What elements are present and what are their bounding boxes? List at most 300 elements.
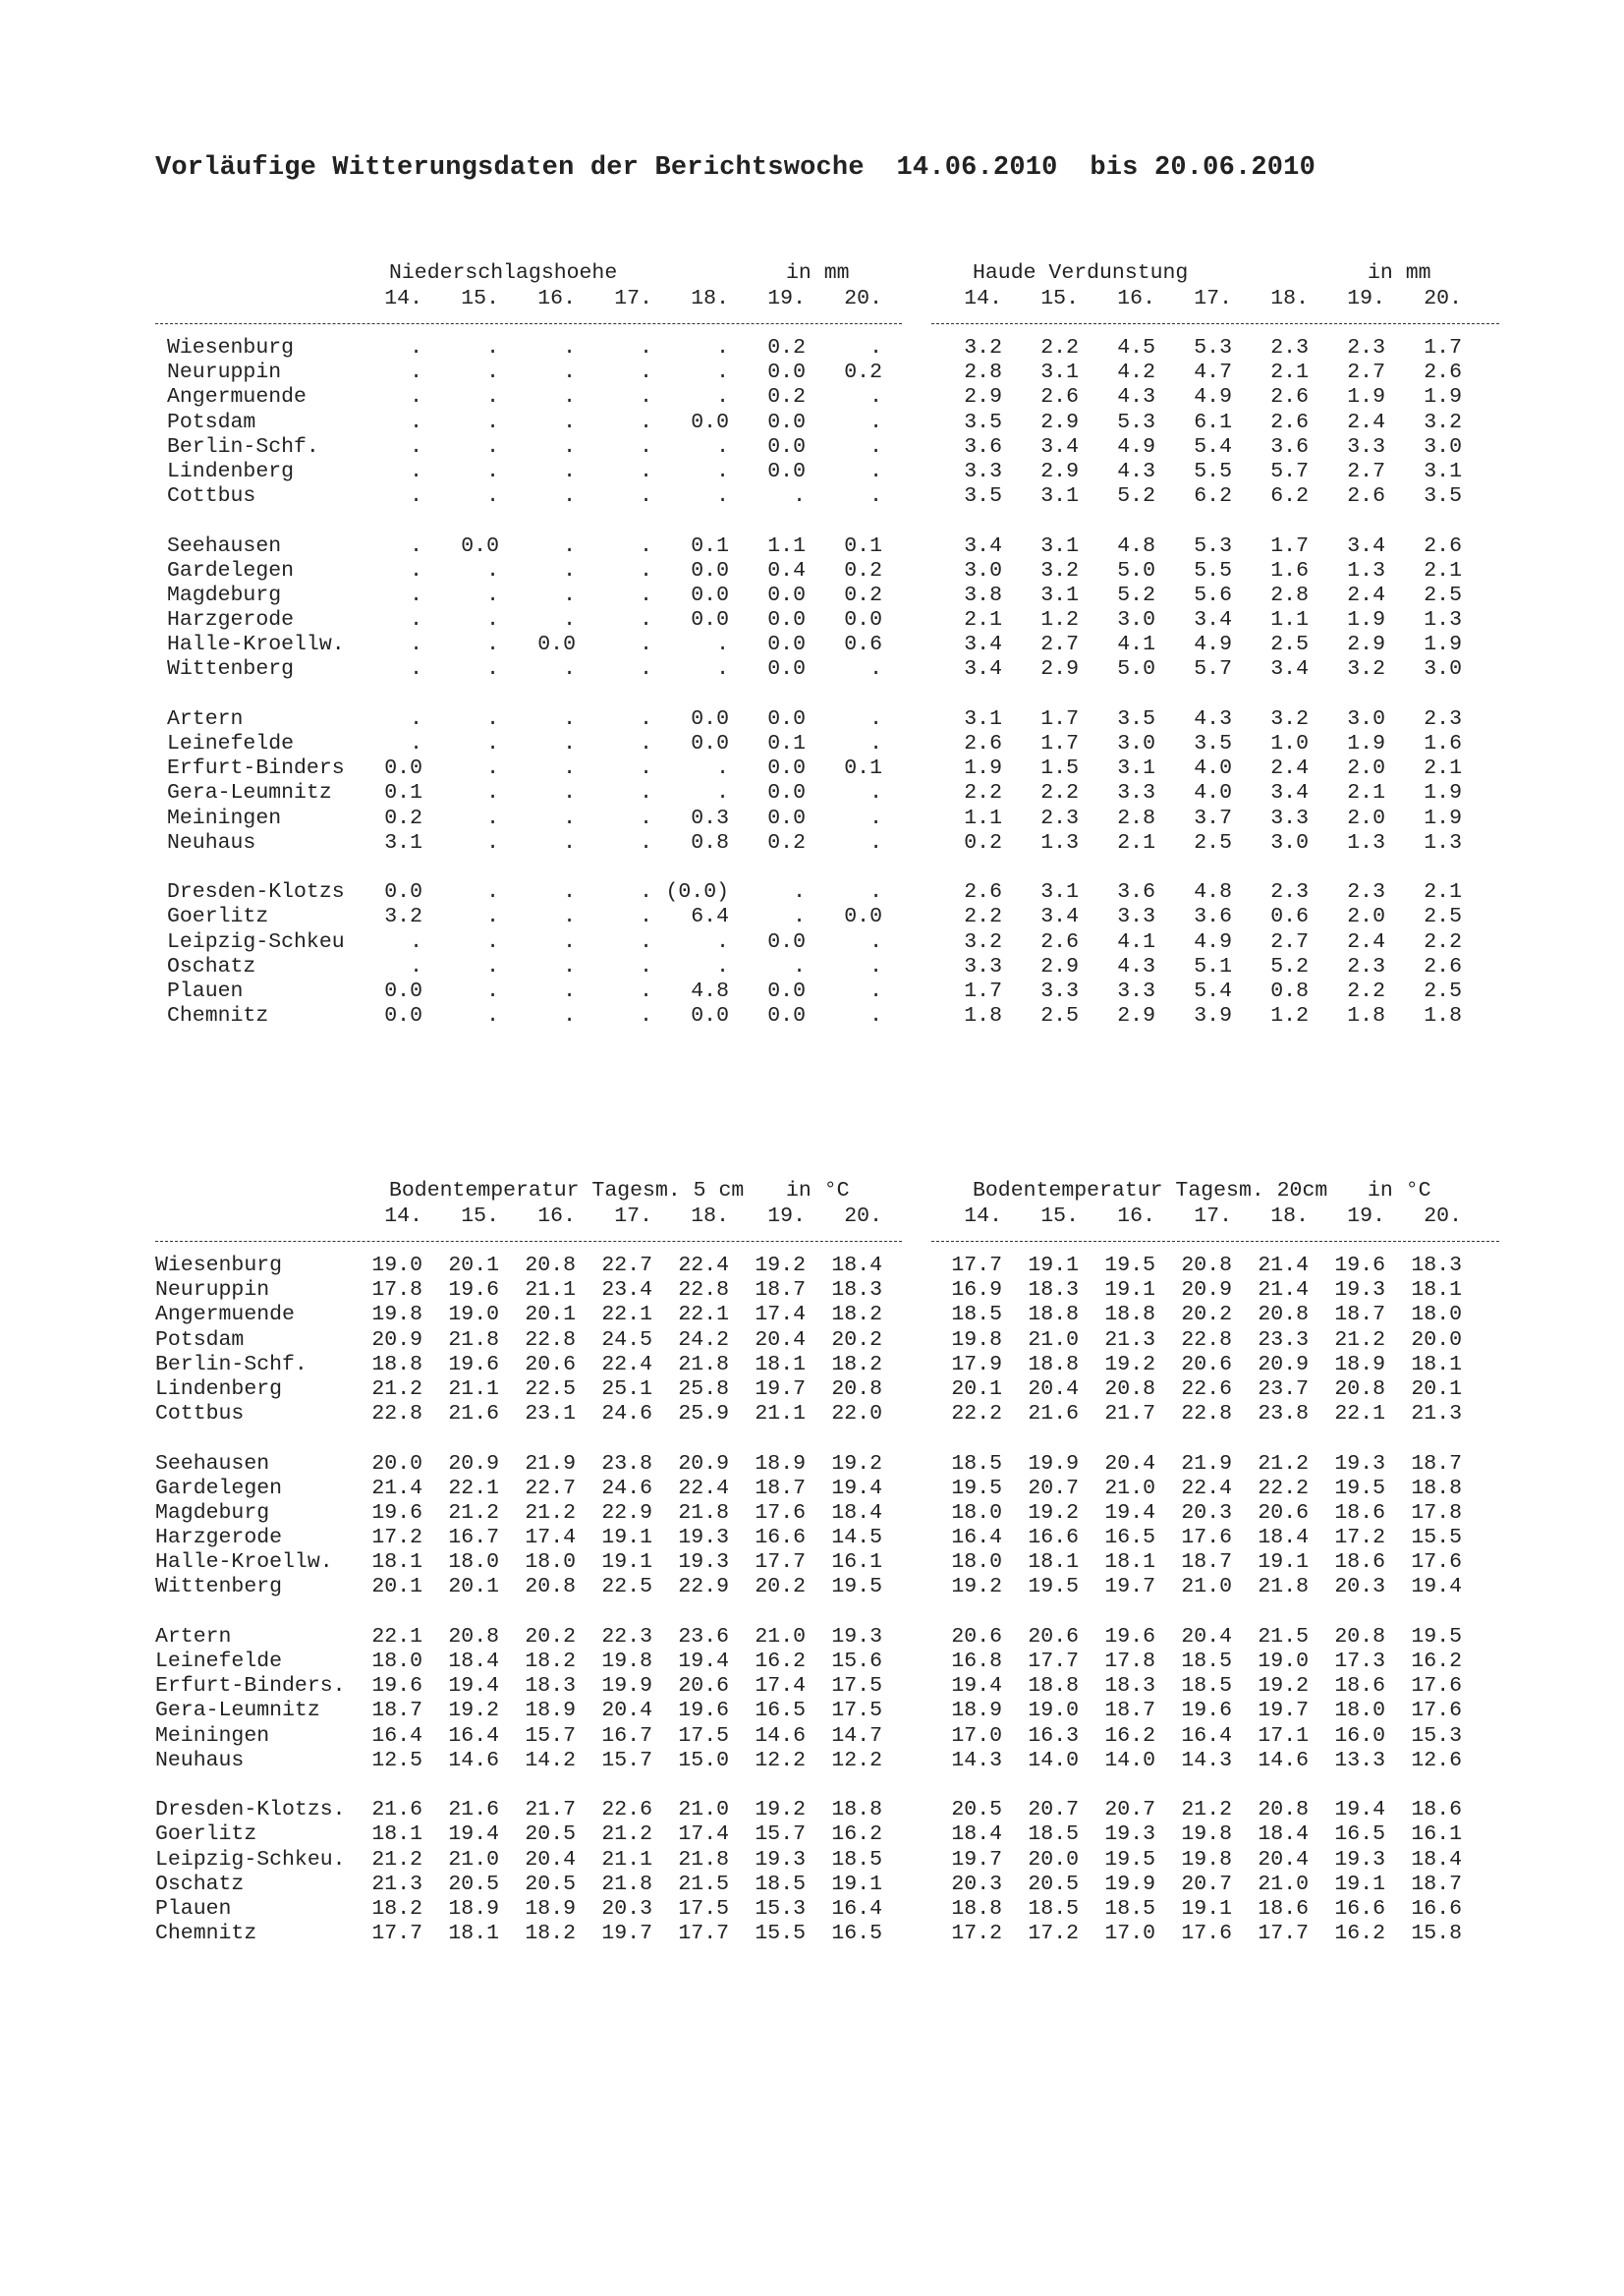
value-cell-left: 0.0 — [767, 608, 806, 633]
value-cell-right: 18.5 — [1028, 1896, 1079, 1921]
value-cell-right: 19.7 — [1258, 1699, 1309, 1723]
value-cell-right: 1.6 — [1270, 558, 1309, 583]
value-cell-left: 3.1 — [384, 830, 422, 855]
value-cell-right: 19.4 — [1411, 1575, 1462, 1599]
value-cell-right: 19.2 — [951, 1575, 1002, 1599]
value-cell-right: 4.0 — [1194, 781, 1232, 806]
table-row — [155, 1650, 1491, 1674]
value-cell-left: 0.0 — [767, 633, 806, 657]
value-cell-left: 19.6 — [371, 1674, 422, 1699]
value-cell-left: . — [716, 361, 729, 385]
value-cell-left: 0.0 — [691, 558, 729, 583]
value-cell-left: 0.1 — [691, 533, 729, 558]
value-cell-left: . — [563, 781, 576, 806]
value-cell-right: 2.5 — [1424, 905, 1462, 929]
value-cell-left: 19.2 — [831, 1451, 882, 1476]
value-cell-left: . — [640, 657, 652, 682]
value-cell-left: 20.1 — [371, 1575, 422, 1599]
value-cell-left: 17.7 — [371, 1922, 422, 1946]
value-cell-right: 18.8 — [951, 1896, 1002, 1921]
value-cell-left: 22.1 — [601, 1303, 652, 1327]
value-cell-right: 20.8 — [1334, 1624, 1385, 1649]
value-cell-right: 2.3 — [1424, 706, 1462, 731]
value-cell-left: 19.1 — [601, 1526, 652, 1550]
value-cell-left: 23.4 — [601, 1278, 652, 1303]
value-cell-right: 20.1 — [1411, 1376, 1462, 1401]
value-cell-right: 18.7 — [1104, 1699, 1155, 1723]
value-cell-right: 20.7 — [1181, 1872, 1232, 1896]
value-cell-right: 5.6 — [1194, 583, 1232, 607]
value-cell-right: 5.3 — [1194, 336, 1232, 360]
value-cell-right: 3.2 — [964, 929, 1002, 954]
value-cell-left: 0.0 — [767, 1004, 806, 1029]
station-name: Halle-Kroellw. — [155, 1550, 333, 1575]
value-cell-left: 21.8 — [448, 1327, 499, 1352]
value-cell-left: 21.6 — [448, 1798, 499, 1822]
table-row — [155, 1278, 1491, 1303]
value-cell-left: 19.0 — [371, 1254, 422, 1277]
value-cell-left: 19.3 — [831, 1624, 882, 1649]
value-cell-left: 19.7 — [755, 1376, 806, 1401]
value-cell-right: 3.1 — [1040, 533, 1079, 558]
value-cell-left: 22.4 — [678, 1476, 729, 1500]
value-cell-right: 3.1 — [1040, 484, 1079, 509]
value-cell-right: 4.2 — [1117, 361, 1155, 385]
value-cell-right: 2.2 — [964, 781, 1002, 806]
value-cell-right: 18.7 — [1181, 1550, 1232, 1575]
value-cell-right: 2.6 — [1347, 484, 1385, 509]
value-cell-right: 19.1 — [1181, 1896, 1232, 1921]
station-name: Erfurt-Binders — [167, 756, 345, 781]
value-cell-left: 21.8 — [678, 1500, 729, 1525]
value-cell-left: 0.1 — [844, 756, 882, 781]
value-cell-left: . — [486, 954, 499, 979]
table-row — [155, 905, 1491, 929]
value-cell-right: 2.7 — [1347, 459, 1385, 483]
station-name: Halle-Kroellw. — [167, 633, 345, 657]
value-cell-left: . — [716, 954, 729, 979]
table-row — [155, 657, 1491, 682]
table-row — [155, 807, 1491, 831]
value-cell-left: 0.0 — [844, 608, 882, 633]
table-row — [155, 584, 1491, 608]
table-row — [155, 559, 1491, 584]
table-row — [155, 1254, 1491, 1278]
value-cell-left: 18.0 — [371, 1650, 422, 1673]
value-cell-right: 22.8 — [1181, 1327, 1232, 1352]
value-cell-right: 2.5 — [1270, 633, 1309, 657]
value-cell-left: . — [563, 336, 576, 360]
value-cell-left: 22.5 — [601, 1575, 652, 1599]
value-cell-left: 20.2 — [525, 1624, 576, 1649]
value-cell-right: 22.4 — [1181, 1476, 1232, 1500]
value-cell-left: . — [410, 608, 422, 633]
day-label-right: 17. — [1194, 1204, 1232, 1228]
value-cell-left: 23.8 — [601, 1451, 652, 1476]
value-cell-right: 20.4 — [1181, 1624, 1232, 1649]
value-cell-left: 23.6 — [678, 1624, 729, 1649]
value-cell-left: 21.7 — [525, 1798, 576, 1822]
value-cell-left: 20.8 — [525, 1254, 576, 1277]
value-cell-right: 2.1 — [964, 608, 1002, 633]
day-label-left: 16. — [537, 1204, 576, 1228]
value-cell-left: 0.6 — [844, 633, 882, 657]
value-cell-right: 4.3 — [1117, 459, 1155, 483]
table-row — [155, 1674, 1491, 1699]
value-cell-right: 20.8 — [1181, 1254, 1232, 1277]
value-cell-left: 21.2 — [448, 1500, 499, 1525]
value-cell-right: 6.1 — [1194, 410, 1232, 434]
value-cell-right: 3.7 — [1194, 806, 1232, 830]
value-cell-right: 23.3 — [1258, 1327, 1309, 1352]
value-cell-left: 18.4 — [831, 1254, 882, 1277]
value-cell-right: 19.5 — [951, 1476, 1002, 1500]
value-cell-left: 15.0 — [678, 1748, 729, 1772]
value-cell-left: 0.0 — [384, 1004, 422, 1029]
value-cell-left: 19.1 — [601, 1550, 652, 1575]
value-cell-right: 3.5 — [1194, 732, 1232, 756]
value-cell-left: 16.5 — [831, 1922, 882, 1946]
value-cell-left: 22.9 — [678, 1575, 729, 1599]
value-cell-right: 3.6 — [1270, 434, 1309, 459]
value-cell-right: 1.0 — [1270, 732, 1309, 756]
value-cell-left: . — [869, 385, 882, 410]
value-cell-left: 20.8 — [525, 1575, 576, 1599]
value-cell-left: . — [793, 484, 806, 509]
value-cell-left: 0.0 — [767, 706, 806, 731]
day-label-left: 14. — [384, 1204, 422, 1228]
value-cell-right: 2.9 — [1347, 633, 1385, 657]
value-cell-left: 18.0 — [525, 1550, 576, 1575]
value-cell-left: 18.1 — [755, 1352, 806, 1376]
value-cell-right: 2.6 — [1270, 410, 1309, 434]
value-cell-left: . — [563, 979, 576, 1003]
value-cell-left: . — [869, 806, 882, 830]
value-cell-left: 0.1 — [767, 732, 806, 756]
value-cell-left: . — [869, 781, 882, 806]
station-name: Artern — [155, 1624, 232, 1649]
value-cell-left: 21.1 — [601, 1847, 652, 1872]
value-cell-right: 17.6 — [1181, 1526, 1232, 1550]
value-cell-left: 14.2 — [525, 1748, 576, 1772]
value-cell-left: . — [563, 533, 576, 558]
value-cell-right: 1.9 — [964, 756, 1002, 781]
value-cell-left: 22.8 — [525, 1327, 576, 1352]
value-cell-left: . — [486, 336, 499, 360]
value-cell-right: 16.1 — [1411, 1822, 1462, 1847]
value-cell-left: . — [563, 459, 576, 483]
value-cell-left: 0.0 — [767, 434, 806, 459]
value-cell-left: 18.9 — [525, 1699, 576, 1723]
value-cell-right: 19.4 — [1104, 1500, 1155, 1525]
value-cell-right: 21.4 — [1258, 1254, 1309, 1277]
value-cell-left: 21.3 — [371, 1872, 422, 1896]
value-cell-left: . — [410, 410, 422, 434]
value-cell-right: 3.4 — [1040, 905, 1079, 929]
value-cell-left: 20.1 — [448, 1575, 499, 1599]
value-cell-left: 22.1 — [371, 1624, 422, 1649]
station-name: Berlin-Schf. — [167, 434, 319, 459]
value-cell-left: . — [869, 706, 882, 731]
value-cell-right: 5.2 — [1270, 954, 1309, 979]
value-cell-right: 2.3 — [1040, 806, 1079, 830]
header-divider — [155, 312, 1491, 336]
value-cell-left: . — [486, 706, 499, 731]
value-cell-left: 15.6 — [831, 1650, 882, 1673]
value-cell-right: 21.2 — [1258, 1451, 1309, 1476]
value-cell-right: 15.8 — [1411, 1922, 1462, 1946]
value-cell-left: . — [486, 361, 499, 385]
value-cell-right: 4.3 — [1117, 954, 1155, 979]
value-cell-right: 14.3 — [951, 1748, 1002, 1772]
day-label-left: 15. — [461, 287, 499, 310]
value-cell-right: 2.7 — [1270, 929, 1309, 954]
value-cell-left: 18.1 — [448, 1922, 499, 1946]
value-cell-left: 0.0 — [691, 706, 729, 731]
value-cell-left: . — [869, 459, 882, 483]
value-cell-left: . — [640, 929, 652, 954]
value-cell-right: 1.9 — [1424, 806, 1462, 830]
day-label-right: 16. — [1117, 287, 1155, 310]
value-cell-right: 3.8 — [964, 583, 1002, 607]
value-cell-left: 16.6 — [755, 1526, 806, 1550]
value-cell-left: 18.2 — [831, 1303, 882, 1327]
value-cell-right: 21.7 — [1104, 1402, 1155, 1427]
value-cell-left: 0.0 — [384, 756, 422, 781]
value-cell-right: 19.5 — [1104, 1254, 1155, 1277]
value-cell-left: 16.2 — [831, 1822, 882, 1847]
value-cell-right: 1.2 — [1040, 608, 1079, 633]
value-cell-left: 20.9 — [371, 1327, 422, 1352]
value-cell-right: 4.8 — [1194, 880, 1232, 905]
value-cell-left: 19.4 — [678, 1650, 729, 1673]
day-label-left: 17. — [614, 287, 652, 310]
value-cell-left: . — [563, 657, 576, 682]
value-cell-right: 3.1 — [1040, 880, 1079, 905]
value-cell-right: 20.6 — [951, 1624, 1002, 1649]
value-cell-right: 19.5 — [1411, 1624, 1462, 1649]
table-row — [155, 1452, 1491, 1477]
station-name: Goerlitz — [155, 1822, 257, 1847]
value-cell-left: 15.3 — [755, 1896, 806, 1921]
value-cell-right: 19.1 — [1334, 1872, 1385, 1896]
value-cell-left: 14.7 — [831, 1723, 882, 1748]
value-cell-left: . — [410, 929, 422, 954]
day-label-left: 18. — [691, 287, 729, 310]
value-cell-right: 3.0 — [1117, 732, 1155, 756]
table-row — [155, 1873, 1491, 1897]
value-cell-left: . — [486, 830, 499, 855]
station-name: Potsdam — [155, 1327, 245, 1352]
precipitation-evaporation-table — [155, 261, 1491, 1029]
value-cell-right: 1.3 — [1347, 558, 1385, 583]
value-cell-left: 22.9 — [601, 1500, 652, 1525]
value-cell-right: 18.6 — [1411, 1798, 1462, 1822]
day-label-right: 17. — [1194, 287, 1232, 310]
value-cell-left: . — [563, 1004, 576, 1029]
value-cell-right: 2.9 — [1040, 657, 1079, 682]
value-cell-left: 20.0 — [371, 1451, 422, 1476]
value-cell-right: 16.6 — [1411, 1896, 1462, 1921]
value-cell-left: . — [793, 905, 806, 929]
value-cell-left: 14.5 — [831, 1526, 882, 1550]
value-cell-left: 0.0 — [691, 732, 729, 756]
value-cell-right: 16.4 — [1181, 1723, 1232, 1748]
value-cell-right: 16.3 — [1028, 1723, 1079, 1748]
value-cell-right: 2.5 — [1040, 1004, 1079, 1029]
value-cell-left: 15.7 — [755, 1822, 806, 1847]
value-cell-right: 19.8 — [1181, 1822, 1232, 1847]
value-cell-left: 0.1 — [844, 533, 882, 558]
value-cell-right: 2.7 — [1347, 361, 1385, 385]
day-label-left: 20. — [844, 287, 882, 310]
value-cell-right: 6.2 — [1270, 484, 1309, 509]
value-cell-left: . — [716, 929, 729, 954]
day-label-right: 14. — [964, 287, 1002, 310]
station-name: Meiningen — [155, 1723, 270, 1748]
day-label-right: 18. — [1270, 1204, 1309, 1228]
value-cell-left: 0.0 — [767, 781, 806, 806]
value-cell-left: 18.9 — [755, 1451, 806, 1476]
value-cell-right: 16.9 — [951, 1278, 1002, 1303]
value-cell-left: . — [563, 583, 576, 607]
value-cell-left: 16.5 — [755, 1699, 806, 1723]
value-cell-right: 21.8 — [1258, 1575, 1309, 1599]
station-name: Lindenberg — [167, 459, 295, 483]
value-cell-left: 12.2 — [831, 1748, 882, 1772]
value-cell-right: 1.7 — [964, 979, 1002, 1003]
value-cell-left: 21.0 — [678, 1798, 729, 1822]
day-label-right: 20. — [1424, 1204, 1462, 1228]
group-spacer — [155, 856, 1491, 880]
value-cell-right: 1.6 — [1424, 732, 1462, 756]
value-cell-left: 17.4 — [755, 1303, 806, 1327]
table-row — [155, 1004, 1491, 1029]
value-cell-right: 2.1 — [1270, 361, 1309, 385]
value-cell-right: 19.9 — [1104, 1872, 1155, 1896]
value-cell-right: 4.1 — [1117, 633, 1155, 657]
value-cell-left: 25.1 — [601, 1376, 652, 1401]
value-cell-right: 18.5 — [951, 1303, 1002, 1327]
value-cell-right: 18.6 — [1258, 1896, 1309, 1921]
value-cell-left: 18.0 — [448, 1550, 499, 1575]
group-spacer — [155, 1427, 1491, 1451]
day-label-right: 15. — [1040, 1204, 1079, 1228]
value-cell-right: 18.0 — [951, 1550, 1002, 1575]
value-cell-left: 17.5 — [678, 1723, 729, 1748]
value-cell-left: . — [563, 361, 576, 385]
value-cell-left: 19.0 — [448, 1303, 499, 1327]
value-cell-right: 17.7 — [951, 1254, 1002, 1277]
value-cell-left: . — [869, 830, 882, 855]
value-cell-left: . — [410, 583, 422, 607]
value-cell-left: . — [640, 732, 652, 756]
value-cell-right: 19.1 — [1028, 1254, 1079, 1277]
value-cell-left: . — [640, 781, 652, 806]
value-cell-right: 19.3 — [1334, 1278, 1385, 1303]
value-cell-left: 0.0 — [767, 657, 806, 682]
table-header-titles — [155, 1179, 1491, 1204]
station-name: Chemnitz — [167, 1004, 269, 1029]
value-cell-left: 0.0 — [767, 583, 806, 607]
value-cell-left: 19.3 — [678, 1526, 729, 1550]
value-cell-left: . — [563, 954, 576, 979]
value-cell-right: 19.8 — [1181, 1847, 1232, 1872]
value-cell-right: 20.4 — [1104, 1451, 1155, 1476]
value-cell-left: . — [486, 633, 499, 657]
left-section-title: Bodentemperatur Tagesm. 5 cm — [389, 1179, 745, 1203]
table-row — [155, 1550, 1491, 1575]
value-cell-left: . — [640, 608, 652, 633]
value-cell-right: 4.8 — [1117, 533, 1155, 558]
value-cell-left: 0.0 — [767, 929, 806, 954]
value-cell-right: 16.2 — [1334, 1922, 1385, 1946]
value-cell-right: 3.2 — [1040, 558, 1079, 583]
value-cell-right: 2.2 — [964, 905, 1002, 929]
value-cell-right: 20.2 — [1181, 1303, 1232, 1327]
value-cell-right: 19.7 — [951, 1847, 1002, 1872]
table-row — [155, 1922, 1491, 1946]
value-cell-left: . — [640, 583, 652, 607]
value-cell-right: 15.3 — [1411, 1723, 1462, 1748]
value-cell-right: 1.8 — [964, 1004, 1002, 1029]
table-row — [155, 1897, 1491, 1922]
value-cell-left: 18.8 — [371, 1352, 422, 1376]
value-cell-right: 17.2 — [1028, 1922, 1079, 1946]
value-cell-left: 19.4 — [448, 1674, 499, 1699]
value-cell-left: 18.2 — [525, 1650, 576, 1673]
value-cell-right: 4.0 — [1194, 756, 1232, 781]
value-cell-left: . — [716, 633, 729, 657]
value-cell-right: 2.9 — [1040, 410, 1079, 434]
value-cell-left: 18.2 — [371, 1896, 422, 1921]
value-cell-left: 0.0 — [691, 608, 729, 633]
value-cell-right: 3.1 — [1040, 583, 1079, 607]
value-cell-left: 12.5 — [371, 1748, 422, 1772]
value-cell-right: 18.3 — [1028, 1278, 1079, 1303]
value-cell-right: 17.0 — [951, 1723, 1002, 1748]
value-cell-right: 2.1 — [1424, 558, 1462, 583]
value-cell-left: 20.1 — [525, 1303, 576, 1327]
value-cell-right: 1.3 — [1424, 608, 1462, 633]
value-cell-left: . — [410, 633, 422, 657]
station-name: Angermuende — [155, 1303, 295, 1327]
value-cell-right: 2.2 — [1040, 336, 1079, 360]
value-cell-right: 16.5 — [1104, 1526, 1155, 1550]
value-cell-right: 0.8 — [1270, 979, 1309, 1003]
value-cell-left: . — [869, 954, 882, 979]
station-name: Meiningen — [167, 806, 282, 830]
value-cell-left: 22.6 — [601, 1798, 652, 1822]
value-cell-left: 24.2 — [678, 1327, 729, 1352]
value-cell-left: . — [486, 410, 499, 434]
value-cell-left: 19.5 — [831, 1575, 882, 1599]
value-cell-left: . — [869, 336, 882, 360]
value-cell-right: 3.2 — [1424, 410, 1462, 434]
value-cell-left: 19.6 — [448, 1352, 499, 1376]
value-cell-left: . — [640, 756, 652, 781]
value-cell-left: 21.1 — [755, 1402, 806, 1427]
value-cell-left: 0.0 — [844, 905, 882, 929]
value-cell-left: 20.4 — [755, 1327, 806, 1352]
value-cell-right: 2.6 — [1424, 533, 1462, 558]
value-cell-right: 18.5 — [1028, 1822, 1079, 1847]
value-cell-right: 2.0 — [1347, 905, 1385, 929]
value-cell-left: 0.0 — [767, 459, 806, 483]
station-name: Goerlitz — [167, 905, 269, 929]
value-cell-right: 4.9 — [1117, 434, 1155, 459]
table-row — [155, 534, 1491, 559]
